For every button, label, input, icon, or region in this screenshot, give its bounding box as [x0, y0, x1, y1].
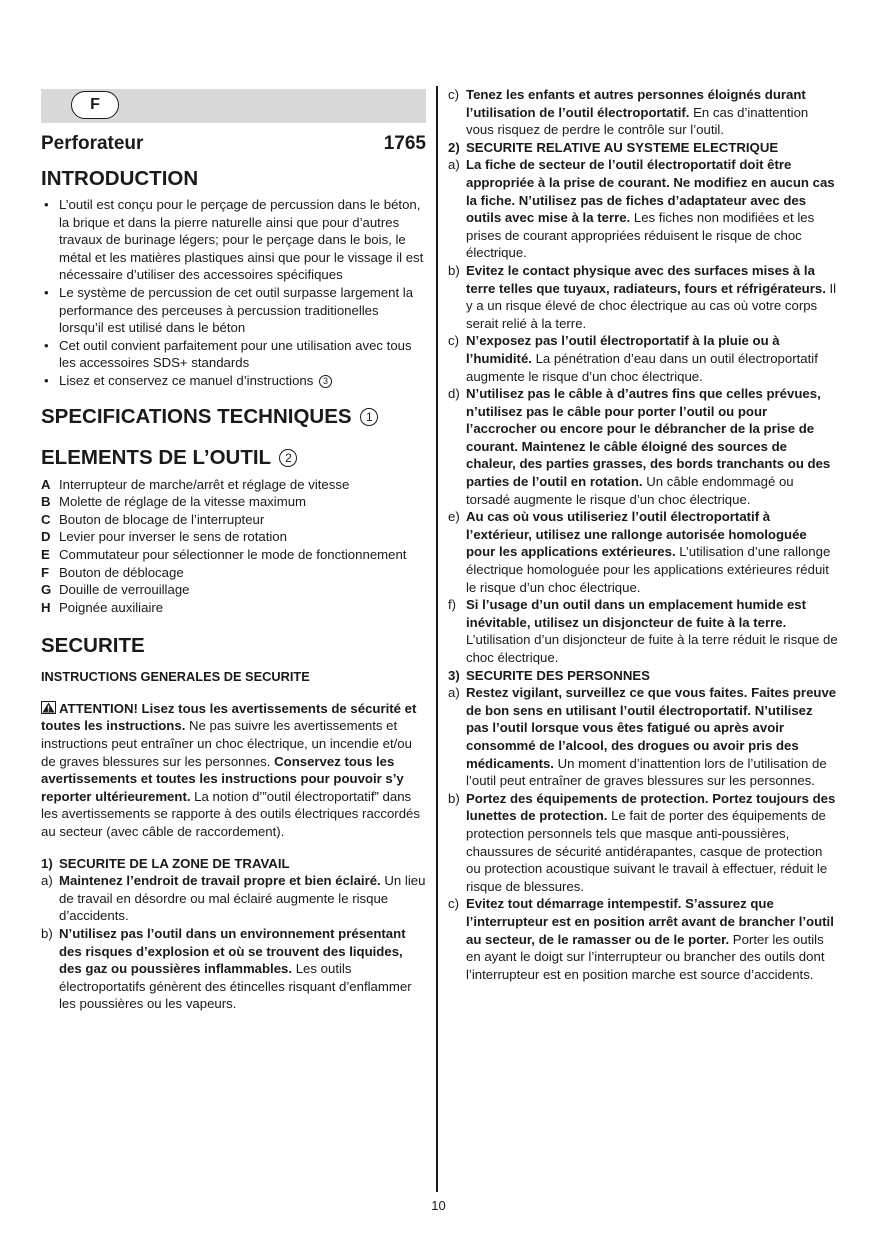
- list-item: [448, 385, 838, 508]
- item-bold: N’utilisez pas l’outil dans un environnement présentant des risques d’explosion et où se trouvent des liquides, des gaz ou poussières inflammables.: [59, 926, 406, 977]
- item-letter: c): [448, 333, 459, 349]
- section-2-heading: [448, 139, 838, 157]
- specs-heading-text: SPECIFICATIONS TECHNIQUES: [41, 404, 352, 428]
- item-letter: a): [448, 157, 460, 173]
- item-bold: Maintenez l’endroit de travail propre et bien éclairé.: [59, 873, 381, 889]
- item-text: L’utilisation d’une rallonge électrique homologuée pour les applications extérieures réduit le risque d’un choc électrique.: [466, 544, 831, 595]
- list-item: • L’outil est conçu pour le perçage de percussion dans le béton, la brique et dans la pierre naturelle ainsi que pour d’autres travaux de burinage légers; pour le perçage dans le bois, le métal et les matières plastiques ainsi que pour le vissage il est nécessaire d’utiliser des accessoires spécifiques: [41, 196, 426, 284]
- item-text: Porter les outils en ayant le doigt sur l’interrupteur ou brancher des outils dont l’interrupteur est en position marche est source d’accidents.: [466, 931, 825, 982]
- intro-heading: INTRODUCTION: [41, 167, 199, 190]
- item-letter: c): [448, 896, 459, 912]
- element-text: Bouton de déblocage: [59, 564, 184, 580]
- list-item: [41, 581, 426, 599]
- item-text: Les fiches non modifiées et les prises de courant appropriées réduisent le risque de choc électrique.: [466, 210, 815, 261]
- item-bold: Au cas où vous utiliseriez l’outil électroportatif à l’extérieur, utilisez une rallonge autorisée homologuée pour les applications extérieures.: [466, 509, 807, 560]
- general-safety-heading: INSTRUCTIONS GENERALES DE SECURITE: [41, 669, 310, 685]
- securite-heading: SECURITE: [41, 634, 145, 658]
- item-bold: Restez vigilant, surveillez ce que vous faites. Faites preuve de bon sens en utilisant l’outil électroportatif. N’utilisez pas l’outil lorsque vous êtes fatigué ou après avoir consommé de l’alcool, des drogues ou avoir pris des médicaments.: [466, 685, 837, 771]
- page-number: 10: [431, 1198, 446, 1213]
- item-text: Il y a un risque élevé de choc électrique au cas où votre corps serait relié à la terre.: [466, 280, 837, 331]
- item-body: [466, 385, 838, 508]
- item-body: [466, 895, 838, 983]
- elements-heading: [41, 446, 426, 470]
- element-key: F: [41, 564, 50, 580]
- list-item: [41, 511, 426, 529]
- list-item: [448, 895, 838, 983]
- list-item: [41, 872, 426, 925]
- manual-bullet-text: Lisez et conservez ce manuel d’instructions: [59, 372, 314, 388]
- item-bold: N’exposez pas l’outil électroportatif à la pluie ou à l’humidité.: [466, 333, 780, 366]
- item-letter: b): [41, 926, 53, 941]
- element-text: Levier pour inverser le sens de rotation: [59, 529, 287, 545]
- item-bold: N’utilisez pas le câble à d’autres fins que celles prévues, n’utilisez pas le câble pour porter l’outil ou pour l’accrocher ou encore pour le débrancher de la prise de courant. Maintenez le câble éloigné des sources de chaleur, des parties grasses, des bords tranchants ou des parties de l’outil en rotation.: [466, 386, 831, 490]
- item-body: [466, 262, 838, 332]
- item-text: En cas d’inattention vous risquez de perdre le contrôle sur l’outil.: [466, 104, 809, 138]
- item-body: [466, 596, 838, 666]
- product-model: 1765: [383, 133, 426, 154]
- list-item: [448, 684, 838, 790]
- element-key: C: [41, 511, 51, 527]
- language-code-badge: F: [71, 91, 119, 119]
- item-bold: Portez des équipements de protection. Portez toujours des lunettes de protection.: [466, 790, 836, 824]
- item-bold: Tenez les enfants et autres personnes éloignés durant l’utilisation de l’outil électroportatif.: [466, 87, 806, 120]
- warning-bold-1: ATTENTION! Lisez tous les avertissements de sécurité et toutes les instructions.: [41, 700, 417, 734]
- list-item: [41, 599, 426, 617]
- item-body: [466, 684, 838, 790]
- element-key: E: [41, 546, 50, 562]
- warning-icon: [41, 701, 56, 714]
- item-text: La pénétration d’eau dans un outil électroportatif augmente le risque d’un choc électrique.: [466, 350, 818, 384]
- item-body: [466, 86, 838, 139]
- intro-bullet-list: [41, 196, 426, 390]
- item-letter: b): [448, 262, 460, 278]
- item-body: [59, 872, 426, 925]
- general-warning-paragraph: [41, 700, 426, 841]
- list-item: [448, 332, 838, 385]
- list-item: [448, 508, 838, 596]
- item-letter: f): [448, 597, 457, 613]
- item-bold: Evitez tout démarrage intempestif. S’assurez que l’interrupteur est en position arrêt avant de brancher l’outil au secteur, de le ramasser ou de le porter.: [466, 896, 834, 947]
- section-3-heading: [448, 667, 838, 685]
- list-item: [41, 372, 426, 390]
- element-text: Molette de réglage de la vitesse maximum: [59, 494, 307, 510]
- item-body: [466, 332, 838, 385]
- item-body: [466, 156, 838, 262]
- right-column: [448, 86, 838, 983]
- list-item: [448, 86, 838, 139]
- item-letter: c): [448, 87, 459, 102]
- item-bold: Evitez le contact physique avec des surfaces mises à la terre telles que tuyaux, radiateurs, fours et réfrigérateurs.: [466, 262, 826, 296]
- item-text: Un câble endommagé ou torsadé augmente le risque d’un choc électrique.: [466, 474, 794, 507]
- warning-text-1: Ne pas suivre les avertissements et instructions peut entraîner un choc électrique, un incendie et/ou de graves blessures sur les personnes.: [41, 718, 412, 769]
- list-item: [41, 528, 426, 546]
- element-key: H: [41, 599, 51, 615]
- item-letter: a): [41, 873, 53, 889]
- item-letter: e): [448, 509, 460, 525]
- element-text: Poignée auxiliaire: [59, 599, 164, 615]
- element-key: A: [41, 476, 51, 492]
- column-divider: [436, 86, 438, 1192]
- item-body: [59, 925, 426, 1013]
- element-text: Interrupteur de marche/arrêt et réglage de vitesse: [59, 476, 350, 492]
- warning-text-2: La notion d’”outil électroportatif” dans les avertissements se rapporte à des outils électriques raccordés au secteur (avec câble de raccordement).: [41, 788, 420, 840]
- section-number: 2): [448, 139, 460, 155]
- list-item: [448, 262, 838, 332]
- section-title: SECURITE DE LA ZONE DE TRAVAIL: [59, 855, 290, 871]
- figure-ref-1: 1: [360, 408, 378, 426]
- item-letter: b): [448, 790, 460, 806]
- item-body: [466, 508, 838, 596]
- section-number: 3): [448, 667, 460, 683]
- item-letter: a): [448, 685, 460, 701]
- element-key: D: [41, 529, 51, 545]
- item-bold: La fiche de secteur de l’outil électroportatif doit être appropriée à la prise de courant. Ne modifiez en aucun cas la fiche. N’utilisez pas de fiches d’adaptateur avec des outils avec mise à la terre.: [466, 157, 835, 226]
- elements-list: [41, 476, 426, 617]
- list-item: • Le système de percussion de cet outil surpasse largement la performance des perceuses à percussion traditionelles lorsqu’il est utilisé dans le béton: [41, 284, 426, 337]
- list-item: [41, 546, 426, 564]
- language-bar: [41, 89, 426, 123]
- section-title: SECURITE RELATIVE AU SYSTEME ELECTRIQUE: [466, 139, 779, 155]
- left-column: [41, 86, 426, 1013]
- list-item: • Cet outil convient parfaitement pour une utilisation avec tous les accessoires SDS+ standards: [41, 337, 426, 372]
- element-text: Douille de verrouillage: [59, 582, 190, 598]
- item-text: Le fait de porter des équipements de protection personnels tels que masque anti-poussières, chaussures de sécurité antidérapantes, casque de protection ou protection acoustique suivant le travail à effectuer, réduit le risque de blessures.: [466, 808, 828, 894]
- figure-ref-2: 2: [279, 449, 297, 467]
- item-bold: Si l’usage d’un outil dans un emplacement humide est inévitable, utilisez un disjoncteur de fuite à la terre.: [466, 597, 807, 630]
- section-title: SECURITE DES PERSONNES: [466, 667, 650, 683]
- list-item: [41, 476, 426, 494]
- warning-bold-2: Conservez tous les avertissements et toutes les instructions pour pouvoir s’y reporter ultérieurement.: [41, 753, 404, 804]
- product-title-row: [41, 133, 426, 155]
- list-item: [448, 596, 838, 666]
- element-text: Commutateur pour sélectionner le mode de fonctionnement: [59, 546, 407, 562]
- list-item: [41, 493, 426, 511]
- product-title: Perforateur: [41, 133, 144, 154]
- list-item: [41, 564, 426, 582]
- section-1-heading: [41, 855, 426, 873]
- item-text: Un moment d’inattention lors de l’utilisation de l’outil peut entraîner de graves blessures sur les personnes.: [466, 755, 827, 789]
- specs-heading: [41, 405, 426, 429]
- elements-heading-text: ELEMENTS DE L’OUTIL: [41, 445, 271, 469]
- list-item: [448, 156, 838, 262]
- list-item: [41, 925, 426, 1013]
- element-key: B: [41, 494, 51, 510]
- element-text: Bouton de blocage de l’interrupteur: [59, 511, 265, 527]
- item-body: [466, 790, 838, 896]
- figure-ref-3: 3: [319, 375, 332, 388]
- item-text: Un lieu de travail en désordre ou mal éclairé augmente le risque d’accidents.: [59, 873, 426, 924]
- element-key: G: [41, 582, 52, 598]
- section-number: 1): [41, 855, 53, 871]
- list-item: [448, 790, 838, 896]
- item-text: Les outils électroportatifs génèrent des étincelles risquant d’enflammer les poussières ou les vapeurs.: [59, 961, 412, 1012]
- item-letter: d): [448, 386, 460, 402]
- item-text: L’utilisation d’un disjoncteur de fuite à la terre réduit le risque de choc électrique.: [466, 632, 838, 665]
